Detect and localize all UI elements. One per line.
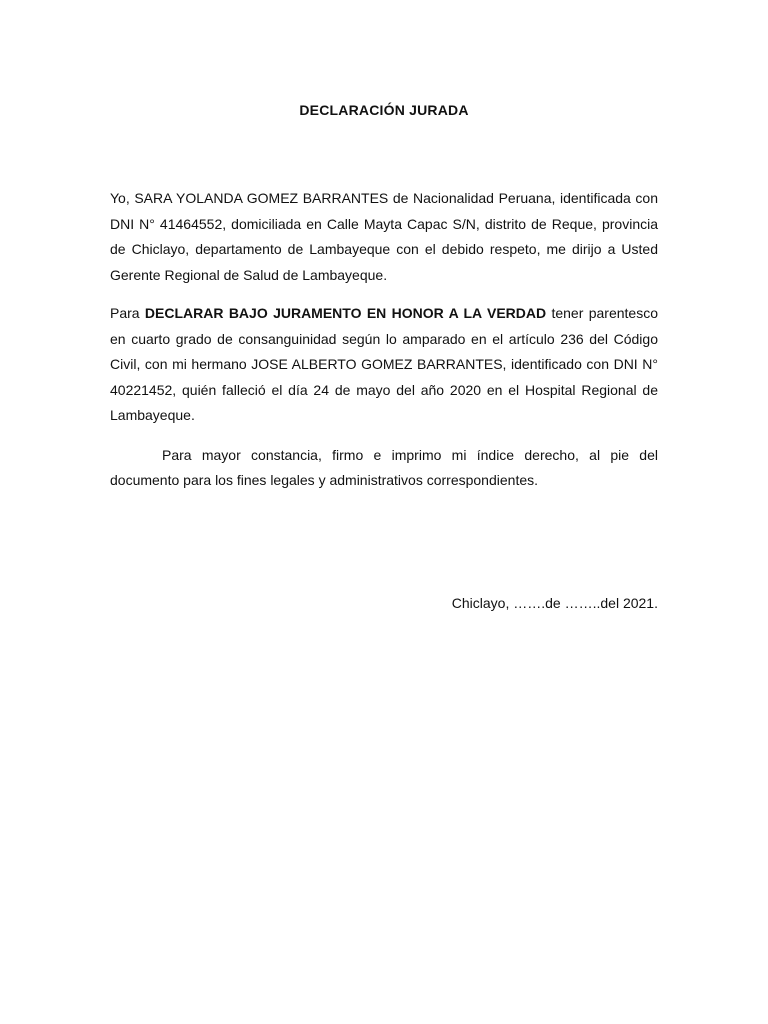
declaration-bold-statement: DECLARAR BAJO JURAMENTO EN HONOR A LA VERDAD [144,305,547,321]
paragraph-closing: Para mayor constancia, firmo e imprimo mi índice derecho, al pie del documento para los fines legales y administrativos correspondientes. [110,446,658,488]
document-title: DECLARACIÓN JURADA [299,102,469,118]
paragraph-declaration [110,301,658,429]
date-line: Chiclayo, …….de ……..del 2021. [451,594,658,611]
paragraph-identification: Yo, SARA YOLANDA GOMEZ BARRANTES de Nacionalidad Peruana, identificada con DNI N° 41464552, domiciliada en Calle Mayta Capac S/N, distrito de Reque, provincia de Chiclayo, departamento de Lambayeque con el debido respeto, me dirijo a Usted Gerente Regional de Salud de Lambayeque. [110,190,658,283]
declaration-lead: Para [110,305,145,321]
document-page [110,96,658,616]
declaration-rest: tener parentesco en cuarto grado de consanguinidad según lo amparado en el artículo 236 del Código Civil, con mi hermano JOSE ALBERTO GOMEZ BARRANTES, identificado con DNI N° 40221452, quién falleció el día 24 de mayo del año 2020 en el Hospital Regional de Lambayeque. [110,305,658,423]
